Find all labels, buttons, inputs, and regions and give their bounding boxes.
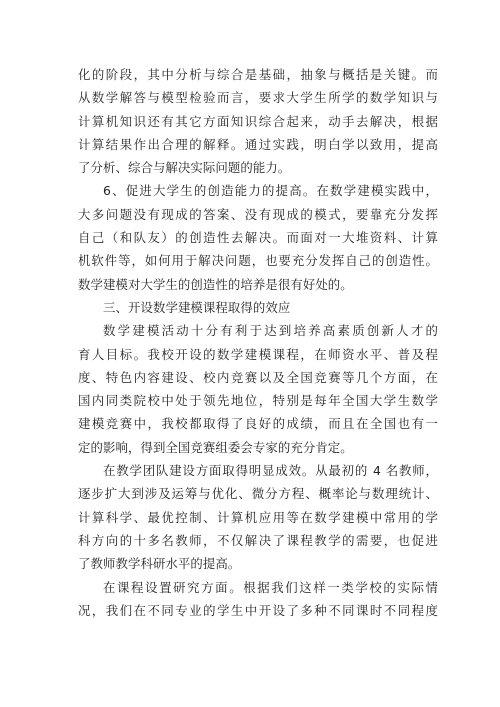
text-line: 机软件等，如何用于解决问题，也要充分发挥自己的创造性。 [78,253,438,269]
document-page [78,63,438,622]
text-line: 了分析、综合与解决实际问题的能力。 [78,160,291,176]
text-line: 数学建模活动十分有利于达到培养高素质创新人才的 [103,323,438,339]
text-line: 育人目标。我校开设的数学建模课程，在师资水平、普及程 [78,346,438,362]
text-line: 逐步扩大到涉及运筹与优化、微分方程、概率论与数理统计、 [78,486,438,502]
text-line: 自己（和队友）的创造性去解决。而面对一大堆资料、计算 [78,230,438,246]
text-line: 计算科学、最优控制、计算机应用等在数学建模中常用的学 [78,509,438,525]
text-line: 计算结果作出合理的解释。通过实践，明白学以致用，提高 [78,136,438,152]
text-line: 定的影响，得到全国竞赛组委会专家的充分肯定。 [78,439,353,455]
text-line: 在课程设置研究方面。根据我们这样一类学校的实际情 [103,579,438,595]
text-line: 度、特色内容建设、校内竞赛以及全国竞赛等几个方面，在 [78,369,438,385]
text-line: 建模竞赛中，我校都取得了良好的成绩，而且在全国也有一 [78,416,438,432]
text-line: 况，我们在不同专业的学生中开设了多种不同课时不同程度 [78,602,438,618]
text-line: 大多问题没有现成的答案、没有现成的模式，要靠充分发挥 [78,206,438,222]
text-line: 6、促进大学生的创造能力的提高。在数学建模实践中， [103,183,438,199]
text-line: 化的阶段，其中分析与综合是基础，抽象与概括是关键。而 [78,67,438,82]
text-line: 计算机知识还有其它方面知识综合起来，动手去解决，根据 [78,113,438,129]
text-line: 三、开设数学建模课程取得的效应 [103,299,291,315]
text-line: 在教学团队建设方面取得明显成效。从最初的 4 名教师， [103,463,438,479]
text-line: 国内同类院校中处于领先地位，特别是每年全国大学生数学 [78,393,438,409]
text-line: 数学建模对大学生的创造性的培养是很有好处的。 [78,276,353,292]
text-line: 科方向的十多名教师，不仅解决了课程教学的需要，也促进 [78,532,438,548]
text-line: 从数学解答与模型检验而言，要求大学生所学的数学知识与 [78,90,438,106]
text-line: 了教师教学科研水平的提高。 [78,556,241,572]
